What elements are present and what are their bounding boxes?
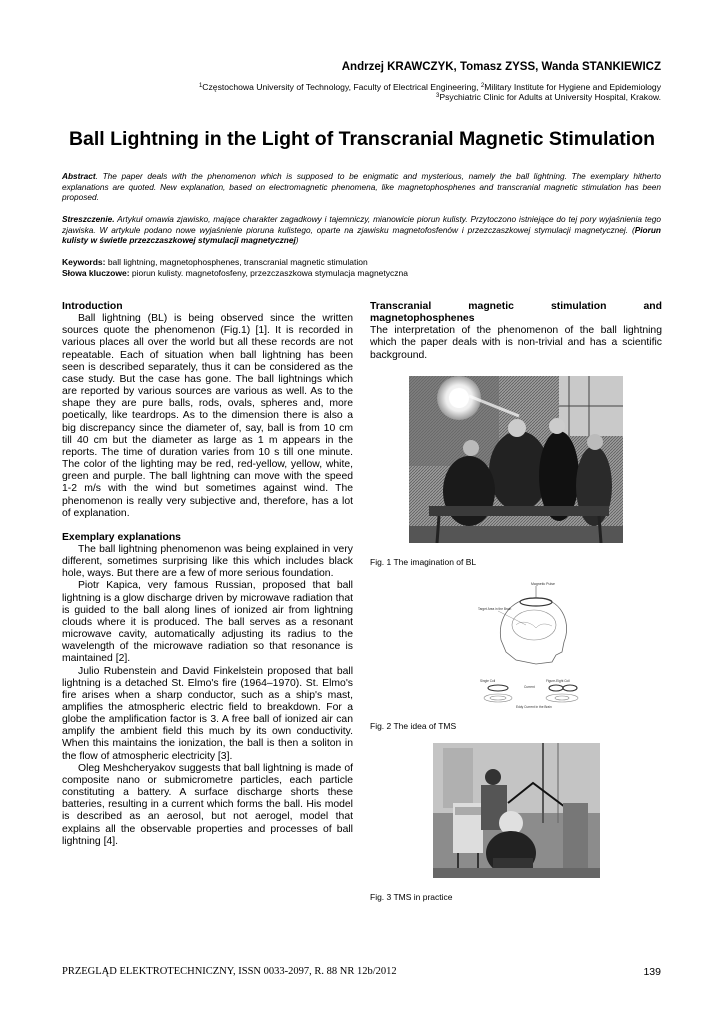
fig1-caption: Fig. 1 The imagination of BL [370,557,477,567]
page-number: 139 [643,966,661,978]
affiliation-line-1: $^1$Częstochowa University of Technology, Faculty of Electrical Engineering, $^2$Military Institute for Hygiene and Epidemiology [198,82,661,92]
affiliation-line-2: $^3$Psychiatric Clinic for Adults at University Hospital, Krakow. [436,92,661,103]
authors: Andrzej KRAWCZYK, Tomasz ZYSS, Wanda STANKIEWICZ [341,61,661,73]
fig2-label-target-area: Target Area in the Brain [478,607,512,611]
introduction-text: Ball lightning (BL) is being observed since the written sources quote the phenomenon (Fig.1) [1]. It is recorded in various places all over the world but all these records are not repeatable. Each of situation when ball lightning has been seen is described separately, thus it can be considered as the case study. But the case has gone. The ball lightnings which are reported by various sources are various as well. As to the shape they are pure balls, rods, ovals, spheres and, more poetically, like teardrops. As to the dimension there is also a big discrepancy since the diameter of, say, ball is from 10 cm till 40 cm but the diameter as large as 1 m appears in the reports. The time of duration varies from 10 s till one minute. The color of the lighting may be red, red-yellow, yellow, white, green and purple. The ball lightning can move with the speed 1-2 m/s with the wind but sometimes against wind. The phenomenon is really very subjective and, therefore, has a lot of explanation. [62,313,353,519]
polish-title: Piorun kulisty w świetle przezczaszkowej stymulacji magnetycznej [62,224,661,246]
fig2-label-figure-eight: Figure-Eight Coil [546,679,570,683]
paper-title: Ball Lightning in the Light of Transcranial Magnetic Stimulation [68,128,656,150]
fig2-label-single-coil: Single Coil [480,679,496,683]
fig3-photo [433,743,600,878]
explanations-p3: Julio Rubenstein and David Finkelstein proposed that ball lightning is a detached St. Elmo's fire (1964–1970). St. Elmo's fire arises when a sharp conductor, such as a ship's mast, amplifies the atmospheric electric field to breakdown. For a globe the amplification factor is 3. A free ball of ionized air can amplify the ambient field this much by its own conductivity. When this maintains the ionization, the ball is then a soliton in the flow of atmospheric electricity [3]. [62,665,353,762]
fig3-caption: Fig. 3 TMS in practice [370,892,453,902]
explanations-p4: Oleg Meshcheryakov suggests that ball lightning is made of composite nano or submicrometre particles, each particle constituting a battery. A surface discharge shorts these batteries, resulting in a current which forms the ball. His model is described as an aerosol, but not aerogel, model that explains all the observable properties and processes of ball lightning [4]. [62,762,353,847]
abstract-label: Abstract [62,171,96,181]
introduction-heading: Introduction [62,301,123,312]
affiliations [62,82,661,103]
fig2-label-magnetic-pulse: Magnetic Pulse [531,582,555,586]
keywords-pl: Słowa kluczowe: piorun kulisty. magnetofosfeny, przezczaszkowa stymulacja magnetyczna [62,267,408,278]
tms-heading-line2: magnetophosphenes [370,313,475,325]
fig2-diagram [476,580,586,713]
fig1-image [409,376,623,543]
tms-text: The interpretation of the phenomenon of the ball lightning which the paper deals with is non-trivial and has a scientific background. [370,325,662,361]
fig2-label-eddy-current: Eddy Current in the Brain [516,705,552,709]
abstract [62,171,661,203]
keywords [62,257,661,278]
explanations-heading: Exemplary explanations [62,531,181,543]
streszczenie-label: Streszczenie. [62,214,115,224]
fig2-caption: Fig. 2 The idea of TMS [370,721,457,731]
keywords-en: Keywords: ball lightning, magnetophosphenes, transcranial magnetic stimulation [62,257,368,267]
tms-heading-line1: Transcranial magnetic stimulation and [370,301,662,312]
explanations-p1: The ball lightning phenomenon was being explained in very different, sometimes surprising like this which includes black hole, ways. But there are a few of more serious foundation. [62,543,353,580]
left-column [62,301,353,848]
abstract-text: . The paper deals with the phenomenon which is supposed to be enigmatic and mysterious, namely the ball lightning. The exemplary hitherto explanations are quoted. New explanation, based on electromagnetic phenomena, like magnetophosphenes and transcranial magnetic stimulation has been proposed. [62,171,661,203]
explanations-p2: Piotr Kapica, very famous Russian, proposed that ball lightning is a glow discharge driven by microwave radiation that is guided to the ball along lines of ionized air from lightning clouds where it is produced. The ball serves as a resonant microwave cavity, automatically adjusting its radius to the wavelength of the microwave radiation so that resonance is maintained [2]. [62,580,353,665]
streszczenie: Streszczenie. Artykuł omawia zjawisko, mające charakter zagadkowy i tajemniczy, mianowicie piorun kulisty. Przytoczono istniejące do tej pory wyjaśnienia tego zjawiska. W artykule podano nowe wyjaśnienie pioruna kulistego, oparte na zjawisku magnetofosfenów i przezczaszkowej stymulacji magnetycznej. (Piorun kulisty w świetle przezczaszkowej stymulacji magnetycznej) [62,214,661,246]
right-column [370,301,662,362]
fig2-label-current: Current [524,685,535,689]
journal-footer: PRZEGLĄD ELEKTROTECHNICZNY, ISSN 0033-2097, R. 88 NR 12b/2012 [62,966,397,977]
